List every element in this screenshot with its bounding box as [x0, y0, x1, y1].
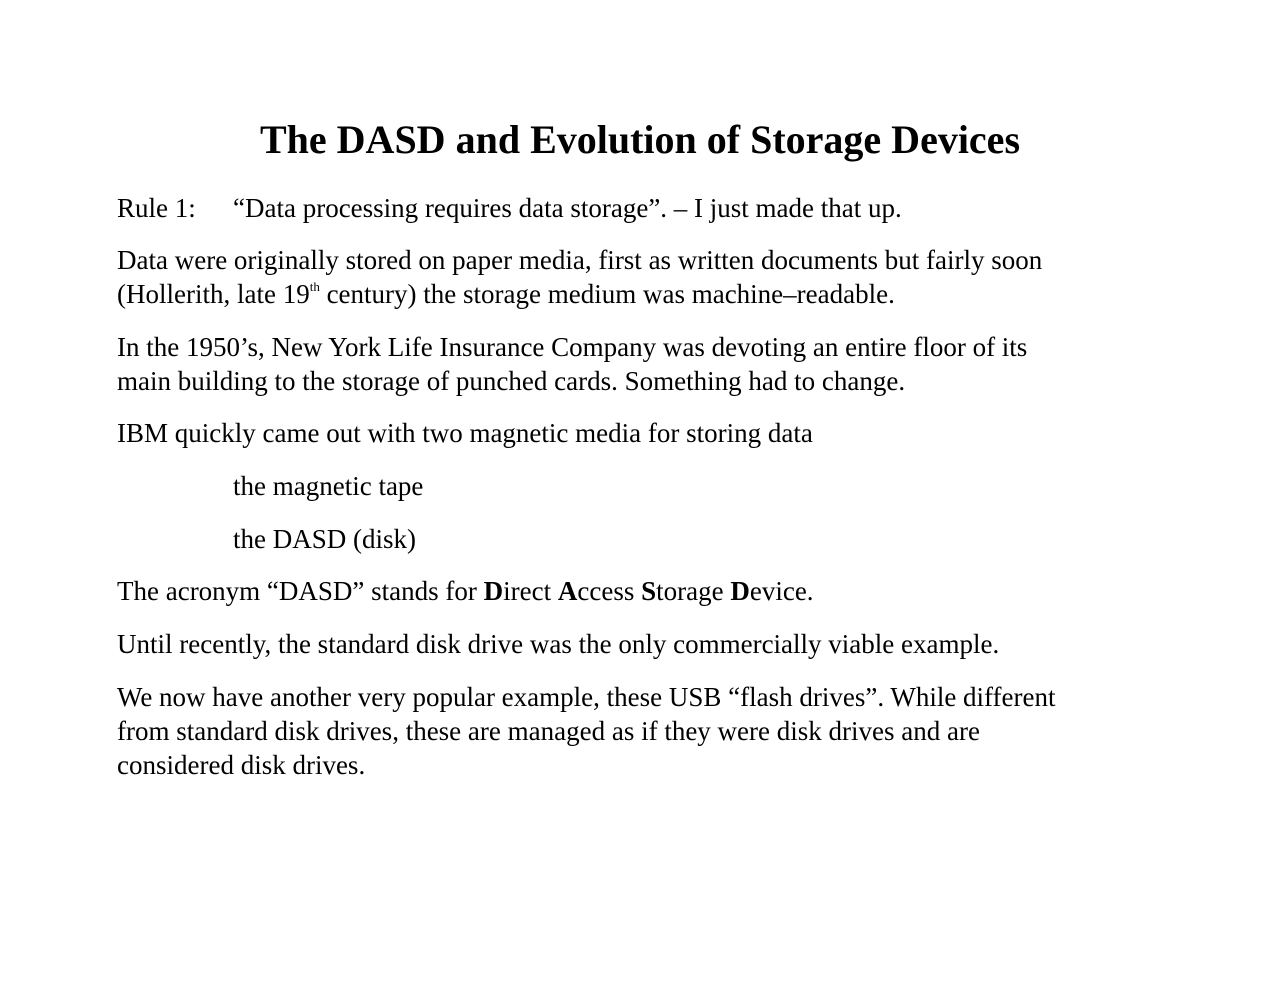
acronym-letter-a: A [557, 576, 578, 606]
acronym-word-device: evice. [749, 576, 814, 606]
acronym-word-storage: torage [656, 576, 731, 606]
ibm-paragraph: IBM quickly came out with two magnetic media for storing data [117, 418, 813, 448]
rule-label: Rule 1: [117, 193, 196, 223]
new-york-life-paragraph [117, 330, 1177, 398]
paper-media-paragraph [117, 243, 1177, 311]
acronym-word-direct: irect [503, 576, 558, 606]
usb-line-1: We now have another very popular example, these USB “flash drives”. While different [117, 682, 1056, 712]
paper-media-line-2-post: century) the storage medium was machine–readable. [319, 279, 895, 309]
page-title: The DASD and Evolution of Storage Devices [259, 117, 1021, 162]
acronym-word-access: ccess [577, 576, 642, 606]
usb-line-2: from standard disk drives, these are managed as if they were disk drives and are [117, 716, 980, 746]
paper-media-line-1: Data were originally stored on paper media, first as written documents but fairly soon [117, 245, 1043, 275]
acronym-letter-d-2: D [730, 576, 750, 606]
paper-media-line-2-pre: (Hollerith, late 19 [117, 279, 310, 309]
new-york-life-line-1: In the 1950’s, New York Life Insurance Company was devoting an entire floor of its [117, 332, 1028, 362]
rule-text: “Data processing requires data storage”. – I just made that up. [233, 193, 902, 223]
media-item-tape: the magnetic tape [233, 471, 424, 501]
acronym-letter-d: D [483, 576, 504, 606]
until-recently-paragraph: Until recently, the standard disk drive was the only commercially viable example. [117, 629, 1000, 659]
usb-paragraph [117, 680, 1177, 782]
century-superscript: th [309, 279, 320, 294]
media-item-dasd: the DASD (disk) [233, 524, 416, 554]
rule-paragraph [117, 191, 1177, 225]
new-york-life-line-2: main building to the storage of punched cards. Something had to change. [117, 366, 906, 396]
usb-line-3: considered disk drives. [117, 750, 366, 780]
acronym-pre: The acronym “DASD” stands for [117, 576, 484, 606]
acronym-letter-s: S [641, 576, 657, 606]
acronym-paragraph [117, 574, 1177, 608]
